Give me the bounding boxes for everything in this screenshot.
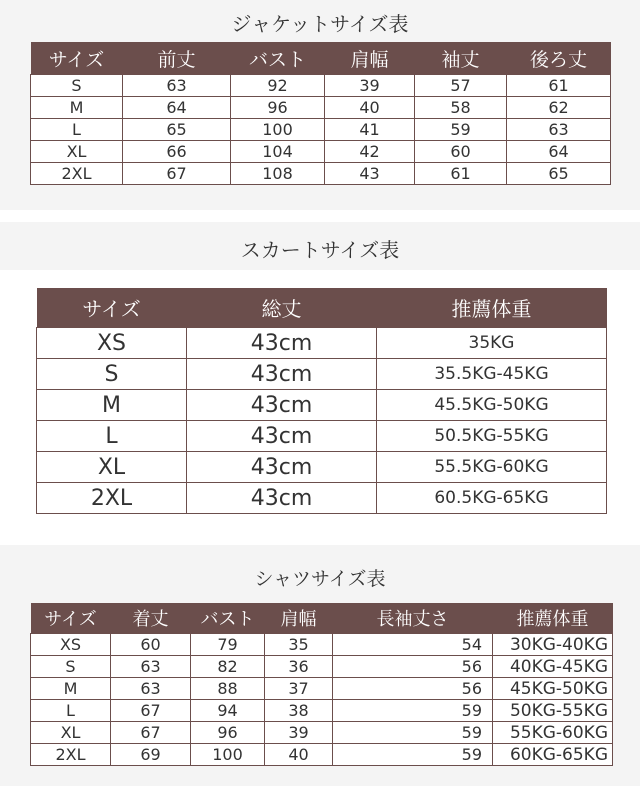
table-row (37, 328, 607, 359)
shirt-column-header: 長袖丈さ (333, 603, 493, 634)
jacket-size-table (30, 42, 611, 185)
skirt-table-cell: XS (37, 328, 187, 359)
shirt-table-cell: 39 (265, 722, 333, 744)
jacket-table-cell: 42 (325, 141, 415, 163)
shirt-table-cell: XS (31, 634, 111, 656)
table-row (31, 656, 613, 678)
shirt-table-cell: 55KG-60KG (493, 722, 613, 744)
jacket-table-body (31, 75, 611, 185)
skirt-table-cell: M (37, 390, 187, 421)
jacket-table-cell: 64 (507, 141, 611, 163)
skirt-column-header: 総丈 (187, 288, 377, 328)
table-row (31, 634, 613, 656)
skirt-header-row (37, 288, 607, 328)
jacket-table-cell: 43 (325, 163, 415, 185)
shirt-table-cell: 45KG-50KG (493, 678, 613, 700)
shirt-table-cell: 37 (265, 678, 333, 700)
jacket-table-cell: XL (31, 141, 123, 163)
shirt-table-cell: 67 (111, 700, 191, 722)
shirt-size-table (30, 603, 613, 766)
skirt-table-cell: 45.5KG-50KG (377, 390, 607, 421)
jacket-table-cell: 62 (507, 97, 611, 119)
skirt-table-cell: XL (37, 452, 187, 483)
shirt-table-cell: L (31, 700, 111, 722)
shirt-table-cell: 56 (333, 678, 493, 700)
jacket-header-row (31, 42, 611, 75)
table-row (31, 141, 611, 163)
jacket-table-cell: 58 (415, 97, 507, 119)
shirt-table-cell: 100 (191, 744, 265, 766)
shirt-table-cell: M (31, 678, 111, 700)
shirt-table-cell: 67 (111, 722, 191, 744)
shirt-table-cell: 54 (333, 634, 493, 656)
jacket-table-cell: 67 (123, 163, 231, 185)
table-row (31, 75, 611, 97)
shirt-table-cell: 96 (191, 722, 265, 744)
jacket-size-chart-title: ジャケットサイズ表 (231, 12, 409, 36)
jacket-table-cell: 63 (507, 119, 611, 141)
jacket-table-cell: 104 (231, 141, 325, 163)
jacket-table-cell: 108 (231, 163, 325, 185)
skirt-table-cell: 2XL (37, 483, 187, 514)
skirt-table-cell: 43cm (187, 452, 377, 483)
shirt-column-header: 着丈 (111, 603, 191, 634)
table-row (31, 163, 611, 185)
shirt-table-cell: 94 (191, 700, 265, 722)
skirt-table-cell: 43cm (187, 390, 377, 421)
table-row (31, 744, 613, 766)
skirt-size-table (36, 288, 607, 514)
shirt-table-cell: 69 (111, 744, 191, 766)
shirt-table-cell: 59 (333, 744, 493, 766)
skirt-table-cell: 43cm (187, 483, 377, 514)
skirt-size-chart-title: スカートサイズ表 (240, 238, 400, 262)
jacket-column-header: バスト (231, 42, 325, 75)
jacket-table-cell: 65 (123, 119, 231, 141)
shirt-table-cell: 59 (333, 722, 493, 744)
table-row (31, 97, 611, 119)
jacket-table-cell: 64 (123, 97, 231, 119)
shirt-header-row (31, 603, 613, 634)
jacket-table-cell: 66 (123, 141, 231, 163)
jacket-table-cell: 100 (231, 119, 325, 141)
skirt-table-cell: 35KG (377, 328, 607, 359)
jacket-table-cell: 65 (507, 163, 611, 185)
shirt-table-cell: 88 (191, 678, 265, 700)
shirt-column-header: バスト (191, 603, 265, 634)
shirt-table-cell: 60KG-65KG (493, 744, 613, 766)
jacket-table-cell: M (31, 97, 123, 119)
jacket-table-cell: 57 (415, 75, 507, 97)
shirt-table-cell: 40 (265, 744, 333, 766)
shirt-table-cell: 35 (265, 634, 333, 656)
skirt-table-cell: 50.5KG-55KG (377, 421, 607, 452)
jacket-table-cell: 96 (231, 97, 325, 119)
shirt-table-cell: 2XL (31, 744, 111, 766)
shirt-table-cell: 50KG-55KG (493, 700, 613, 722)
table-row (31, 700, 613, 722)
skirt-table-cell: S (37, 359, 187, 390)
skirt-table-cell: 43cm (187, 328, 377, 359)
shirt-table-cell: 59 (333, 700, 493, 722)
table-row (37, 359, 607, 390)
jacket-column-header: 肩幅 (325, 42, 415, 75)
shirt-column-header: 推薦体重 (493, 603, 613, 634)
jacket-table-cell: S (31, 75, 123, 97)
table-row (37, 390, 607, 421)
jacket-column-header: 袖丈 (415, 42, 507, 75)
skirt-table-body (37, 328, 607, 514)
shirt-table-cell: 63 (111, 678, 191, 700)
jacket-table-cell: 60 (415, 141, 507, 163)
jacket-column-header: 前丈 (123, 42, 231, 75)
jacket-table-cell: L (31, 119, 123, 141)
jacket-table-cell: 41 (325, 119, 415, 141)
shirt-table-body (31, 634, 613, 766)
shirt-column-header: 肩幅 (265, 603, 333, 634)
shirt-table-cell: 63 (111, 656, 191, 678)
jacket-table-cell: 63 (123, 75, 231, 97)
shirt-table-cell: 36 (265, 656, 333, 678)
shirt-table-cell: XL (31, 722, 111, 744)
jacket-table-cell: 61 (415, 163, 507, 185)
shirt-table-cell: 30KG-40KG (493, 634, 613, 656)
shirt-table-cell: 82 (191, 656, 265, 678)
skirt-column-header: サイズ (37, 288, 187, 328)
skirt-table-cell: 43cm (187, 421, 377, 452)
shirt-column-header: サイズ (31, 603, 111, 634)
jacket-table-cell: 40 (325, 97, 415, 119)
jacket-column-header: サイズ (31, 42, 123, 75)
table-row (37, 421, 607, 452)
jacket-table-cell: 59 (415, 119, 507, 141)
skirt-table-cell: 43cm (187, 359, 377, 390)
jacket-table-cell: 2XL (31, 163, 123, 185)
skirt-table-cell: 55.5KG-60KG (377, 452, 607, 483)
shirt-size-chart-title: シャツサイズ表 (254, 568, 386, 590)
jacket-table-cell: 92 (231, 75, 325, 97)
skirt-table-cell: 60.5KG-65KG (377, 483, 607, 514)
shirt-table-cell: 38 (265, 700, 333, 722)
shirt-table-cell: S (31, 656, 111, 678)
table-row (37, 452, 607, 483)
jacket-table-cell: 39 (325, 75, 415, 97)
table-row (31, 119, 611, 141)
shirt-table-cell: 40KG-45KG (493, 656, 613, 678)
skirt-table-cell: 35.5KG-45KG (377, 359, 607, 390)
shirt-table-cell: 56 (333, 656, 493, 678)
jacket-column-header: 後ろ丈 (507, 42, 611, 75)
table-row (37, 483, 607, 514)
shirt-table-cell: 60 (111, 634, 191, 656)
jacket-table-cell: 61 (507, 75, 611, 97)
skirt-table-cell: L (37, 421, 187, 452)
skirt-column-header: 推薦体重 (377, 288, 607, 328)
table-row (31, 678, 613, 700)
shirt-table-cell: 79 (191, 634, 265, 656)
table-row (31, 722, 613, 744)
